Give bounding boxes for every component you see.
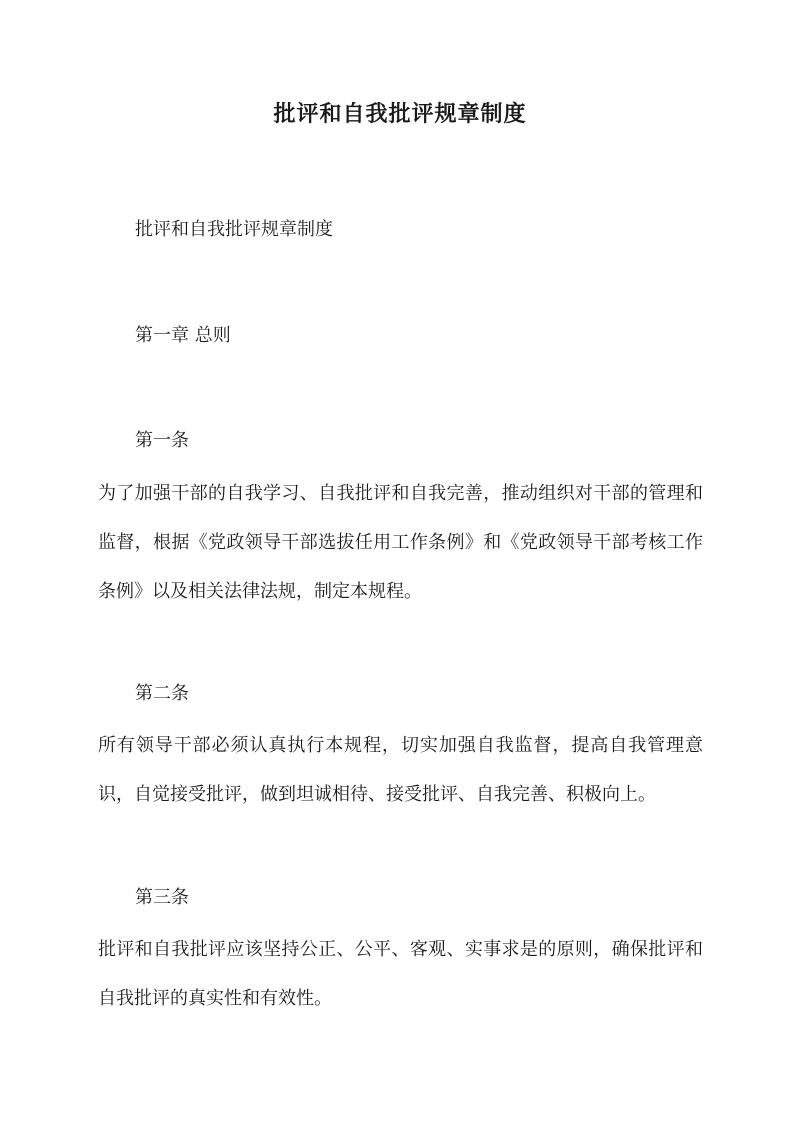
article-1-heading: 第一条 <box>135 430 189 451</box>
document-subtitle: 批评和自我批评规章制度 <box>135 219 333 240</box>
chapter-heading: 第一章 总则 <box>135 325 231 346</box>
article-1-body: 为了加强干部的自我学习、自我批评和自我完善，推动组织对干部的管理和监督，根据《党政领导干部选拔任用工作条例》和《党政领导干部考核工作条例》以及相关法律法规，制定本规程。 <box>98 483 703 602</box>
article-2-body: 所有领导干部必须认真执行本规程，切实加强自我监督，提高自我管理意识，自觉接受批评，做到坦诚相待、接受批评、自我完善、积极向上。 <box>98 735 703 805</box>
article-3-heading: 第三条 <box>135 887 189 908</box>
document-title: 批评和自我批评规章制度 <box>273 101 527 127</box>
article-3-body: 批评和自我批评应该坚持公正、公平、客观、实事求是的原则，确保批评和自我批评的真实性和有效性。 <box>98 939 703 1009</box>
article-2-heading: 第二条 <box>135 683 189 704</box>
